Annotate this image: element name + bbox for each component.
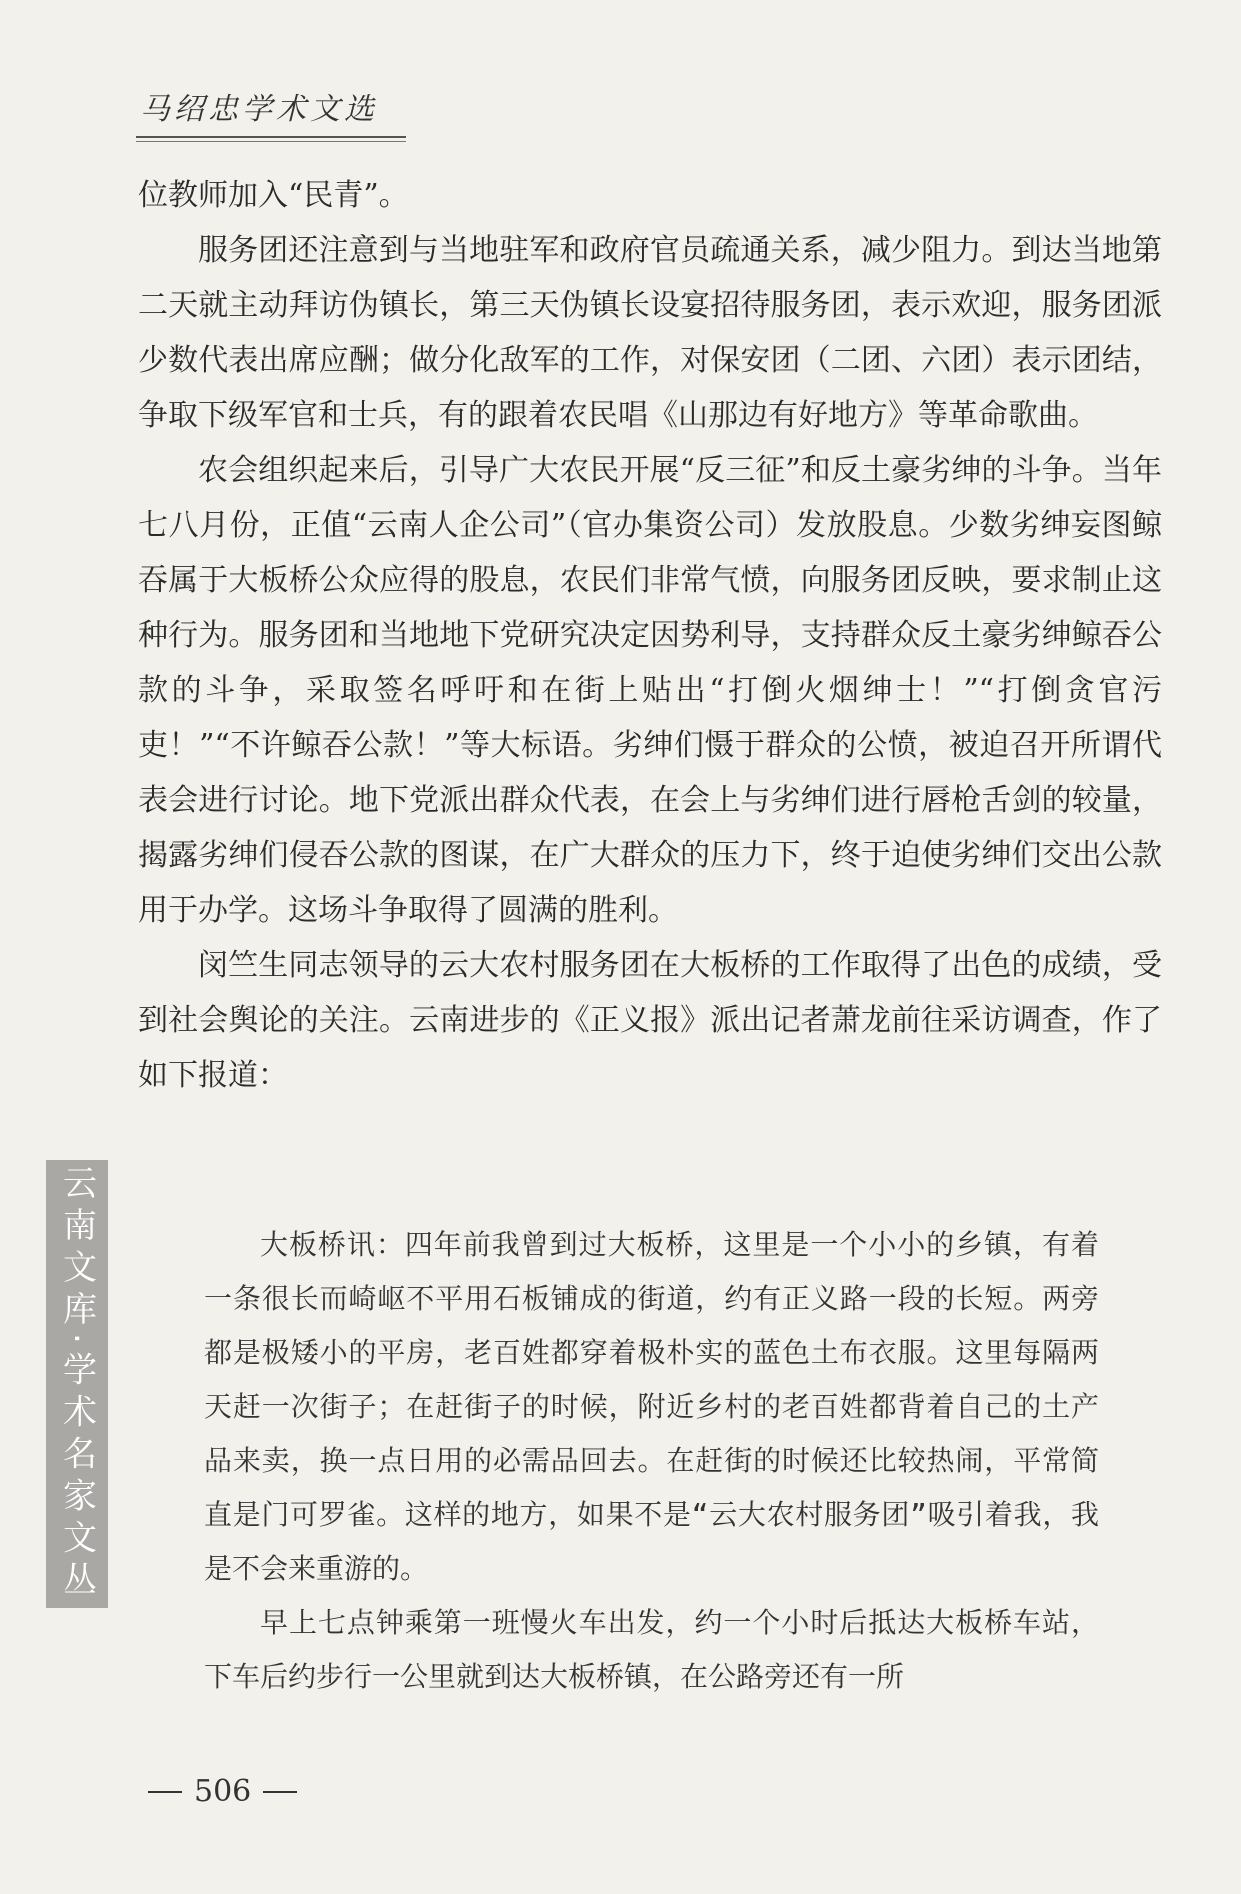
series-side-tab [46,1160,108,1608]
quote-paragraph: 大板桥讯：四年前我曾到过大板桥，这里是一个小小的乡镇，有着一条很长而崎岖不平用石板铺成的街道，约有正义路一段的长短。两旁都是极矮小的平房，老百姓都穿着极朴实的蓝色土布衣服。这里每隔两天赶一次街子；在赶街子的时候，附近乡村的老百姓都背着自己的土产品来卖，换一点日用的必需品回去。在赶街的时候还比较热闹，平常简直是门可罗雀。这样的地方，如果不是“云大农村服务团”吸引着我，我是不会来重游的。 [204,1228,1099,1585]
running-header-title: 马绍忠学术文选 [140,92,378,127]
header-rule [136,136,406,138]
paragraph-continued: 位教师加入“民青”。 [138,178,409,213]
footer-dash-right [263,1791,297,1793]
header-rule-thin [136,141,406,142]
body-text [138,168,1162,1103]
page-number: 506 [194,1774,252,1809]
footer-dash-left [148,1791,182,1793]
running-header [136,90,406,142]
paragraph: 闵竺生同志领导的云大农村服务团在大板桥的工作取得了出色的成绩，受到社会舆论的关注。云南进步的《正义报》派出记者萧龙前往采访调查，作了如下报道： [138,948,1162,1093]
quote-paragraph: 早上七点钟乘第一班慢火车出发，约一个小时后抵达大板桥车站，下车后约步行一公里就到达大板桥镇，在公路旁还有一所 [204,1606,1099,1693]
series-side-tab-text: 云南文库·学术名家文丛 [56,1164,97,1604]
quoted-report [204,1218,1099,1704]
paragraph: 农会组织起来后，引导广大农民开展“反三征”和反土豪劣绅的斗争。当年七八月份，正值“云南人企公司”（官办集资公司）发放股息。少数劣绅妄图鲸吞属于大板桥公众应得的股息，农民们非常气愤，向服务团反映，要求制止这种行为。服务团和当地地下党研究决定因势利导，支持群众反土豪劣绅鲸吞公款的斗争，采取签名呼吁和在街上贴出“打倒火烟绅士！”“打倒贪官污吏！”“不许鲸吞公款！”等大标语。劣绅们慑于群众的公愤，被迫召开所谓代表会进行讨论。地下党派出群众代表，在会上与劣绅们进行唇枪舌剑的较量，揭露劣绅们侵吞公款的图谋，在广大群众的压力下，终于迫使劣绅们交出公款用于办学。这场斗争取得了圆满的胜利。 [138,453,1162,928]
paragraph: 服务团还注意到与当地驻军和政府官员疏通关系，减少阻力。到达当地第二天就主动拜访伪镇长，第三天伪镇长设宴招待服务团，表示欢迎，服务团派少数代表出席应酬；做分化敌军的工作，对保安团（二团、六团）表示团结，争取下级军官和士兵，有的跟着农民唱《山那边有好地方》等革命歌曲。 [138,233,1162,433]
page-footer [148,1774,297,1809]
